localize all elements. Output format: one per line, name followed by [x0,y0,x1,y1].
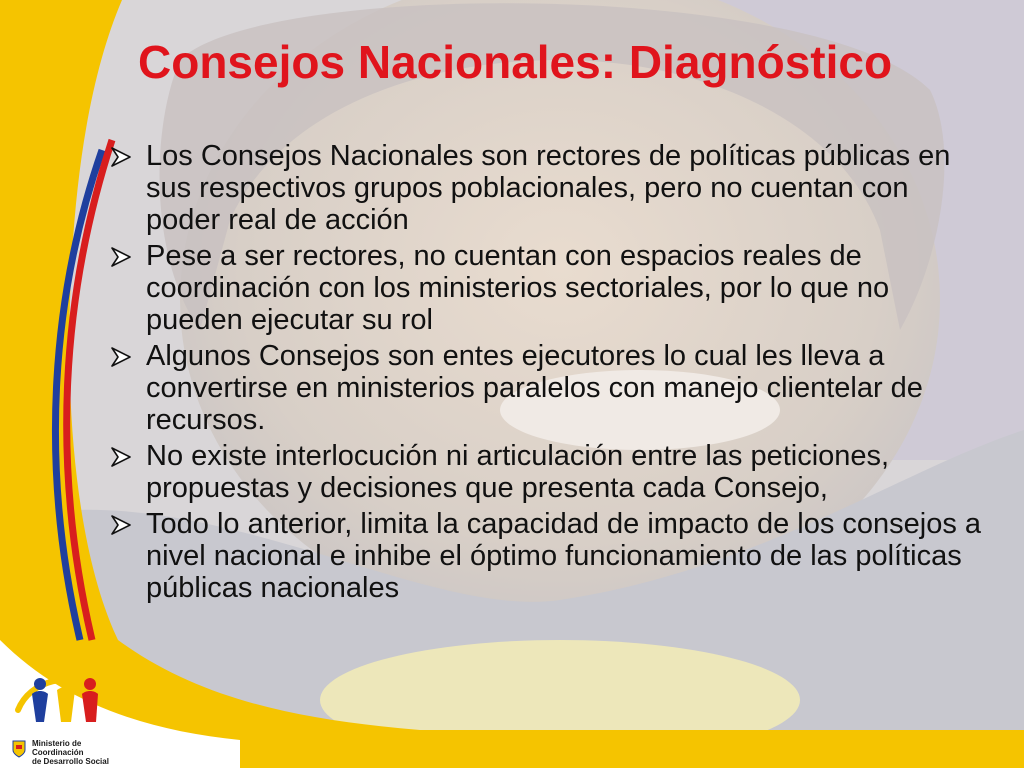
ministry-name-line2: de Desarrollo Social [32,757,109,766]
bullet-item [108,140,988,236]
bullet-text: Algunos Consejos son entes ejecutores lo cual les lleva a convertirse en ministerios paralelos con manejo clientelar de recursos. [146,340,923,436]
bullet-text: Todo lo anterior, limita la capacidad de impacto de los consejos a nivel nacional e inhibe el óptimo funcionamiento de las políticas públicas nacionales [146,508,982,604]
ministry-name-line1: Ministerio de Coordinación [32,739,84,757]
bullet-text: No existe interlocución ni articulación entre las peticiones, propuestas y decisiones que presenta cada Consejo, [146,440,890,504]
slide-title: Consejos Nacionales: Diagnóstico [138,36,893,88]
bullet-item [108,508,988,604]
bullet-item [108,340,988,436]
bullet-list [108,140,988,608]
bullet-item [108,440,988,504]
arrowhead-bullet-icon [110,514,132,536]
national-crest-icon [10,738,28,758]
ministry-name [32,739,122,766]
arrowhead-bullet-icon [110,146,132,168]
ministry-logo [10,660,120,730]
bullet-text: Pese a ser rectores, no cuentan con espacios reales de coordinación con los ministerios sectoriales, por lo que no pueden ejecutar su rol [146,240,890,336]
bullet-item [108,240,988,336]
bullet-text: Los Consejos Nacionales son rectores de políticas públicas en sus respectivos grupos poblacionales, pero no cuentan con poder real de acción [146,140,951,236]
arrowhead-bullet-icon [110,346,132,368]
arrowhead-bullet-icon [110,246,132,268]
arrowhead-bullet-icon [110,446,132,468]
